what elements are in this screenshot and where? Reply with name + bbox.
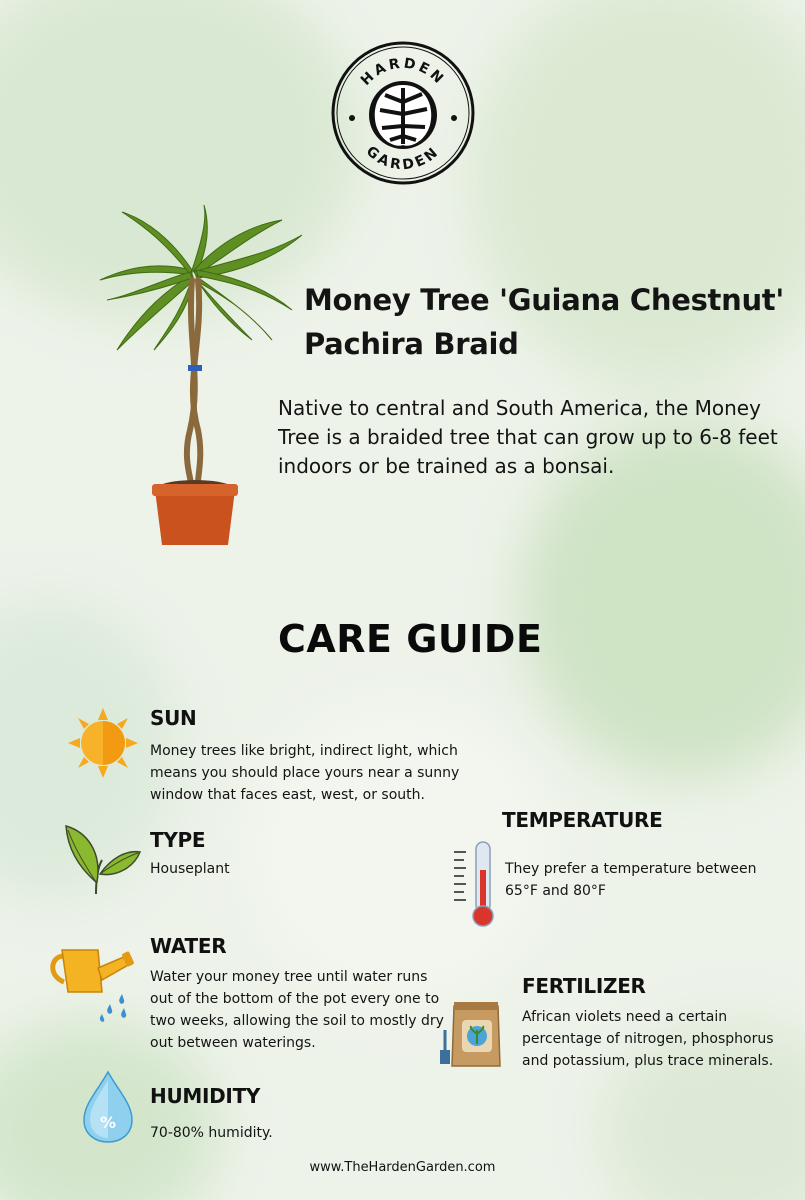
fertilizer-bag-icon bbox=[436, 1000, 504, 1070]
thermometer-icon bbox=[452, 840, 498, 928]
water-text: Water your money tree until water runs out of the bottom of the pot every one to two weeks, allowing the soil to mostly dry out between waterings. bbox=[150, 969, 444, 1051]
sun-icon bbox=[68, 708, 138, 778]
fertilizer-heading: FERTILIZER bbox=[522, 974, 646, 998]
type-text: Houseplant bbox=[150, 861, 230, 877]
sun-heading: SUN bbox=[150, 706, 197, 730]
fertilizer-text: African violets need a certain percentage of nitrogen, phosphorus and potassium, plus trace minerals. bbox=[522, 1009, 774, 1069]
logo-text-bottom: GARDEN bbox=[362, 143, 444, 174]
water-drop-icon bbox=[82, 1070, 134, 1144]
svg-text:%: % bbox=[99, 1113, 117, 1132]
care-guide-heading: CARE GUIDE bbox=[278, 617, 543, 661]
sun-text: Money trees like bright, indirect light, which means you should place yours near a sunny window that faces east, west, or south. bbox=[150, 743, 460, 803]
product-title bbox=[304, 278, 784, 366]
monstera-leaf-icon bbox=[369, 81, 437, 149]
type-heading: TYPE bbox=[150, 828, 206, 852]
product-title-line1: Money Tree 'Guiana Chestnut' bbox=[304, 283, 784, 317]
temperature-heading: TEMPERATURE bbox=[502, 808, 663, 832]
money-tree-image bbox=[92, 200, 307, 555]
product-title-line2: Pachira Braid bbox=[304, 327, 519, 361]
sprout-icon bbox=[62, 822, 142, 897]
logo-text-top: HARDEN bbox=[357, 55, 449, 89]
watering-can-icon bbox=[48, 942, 136, 1024]
temperature-text: They prefer a temperature between 65°F and 80°F bbox=[505, 861, 757, 899]
water-heading: WATER bbox=[150, 934, 227, 958]
brand-logo bbox=[330, 40, 476, 186]
humidity-heading: HUMIDITY bbox=[150, 1084, 261, 1108]
website-link[interactable]: www.TheHardenGarden.com bbox=[309, 1160, 496, 1175]
product-description: Native to central and South America, the Money Tree is a braided tree that can grow up to 6-8 feet indoors or be trained as a bonsai. bbox=[278, 396, 778, 478]
humidity-text: 70-80% humidity. bbox=[150, 1125, 273, 1141]
